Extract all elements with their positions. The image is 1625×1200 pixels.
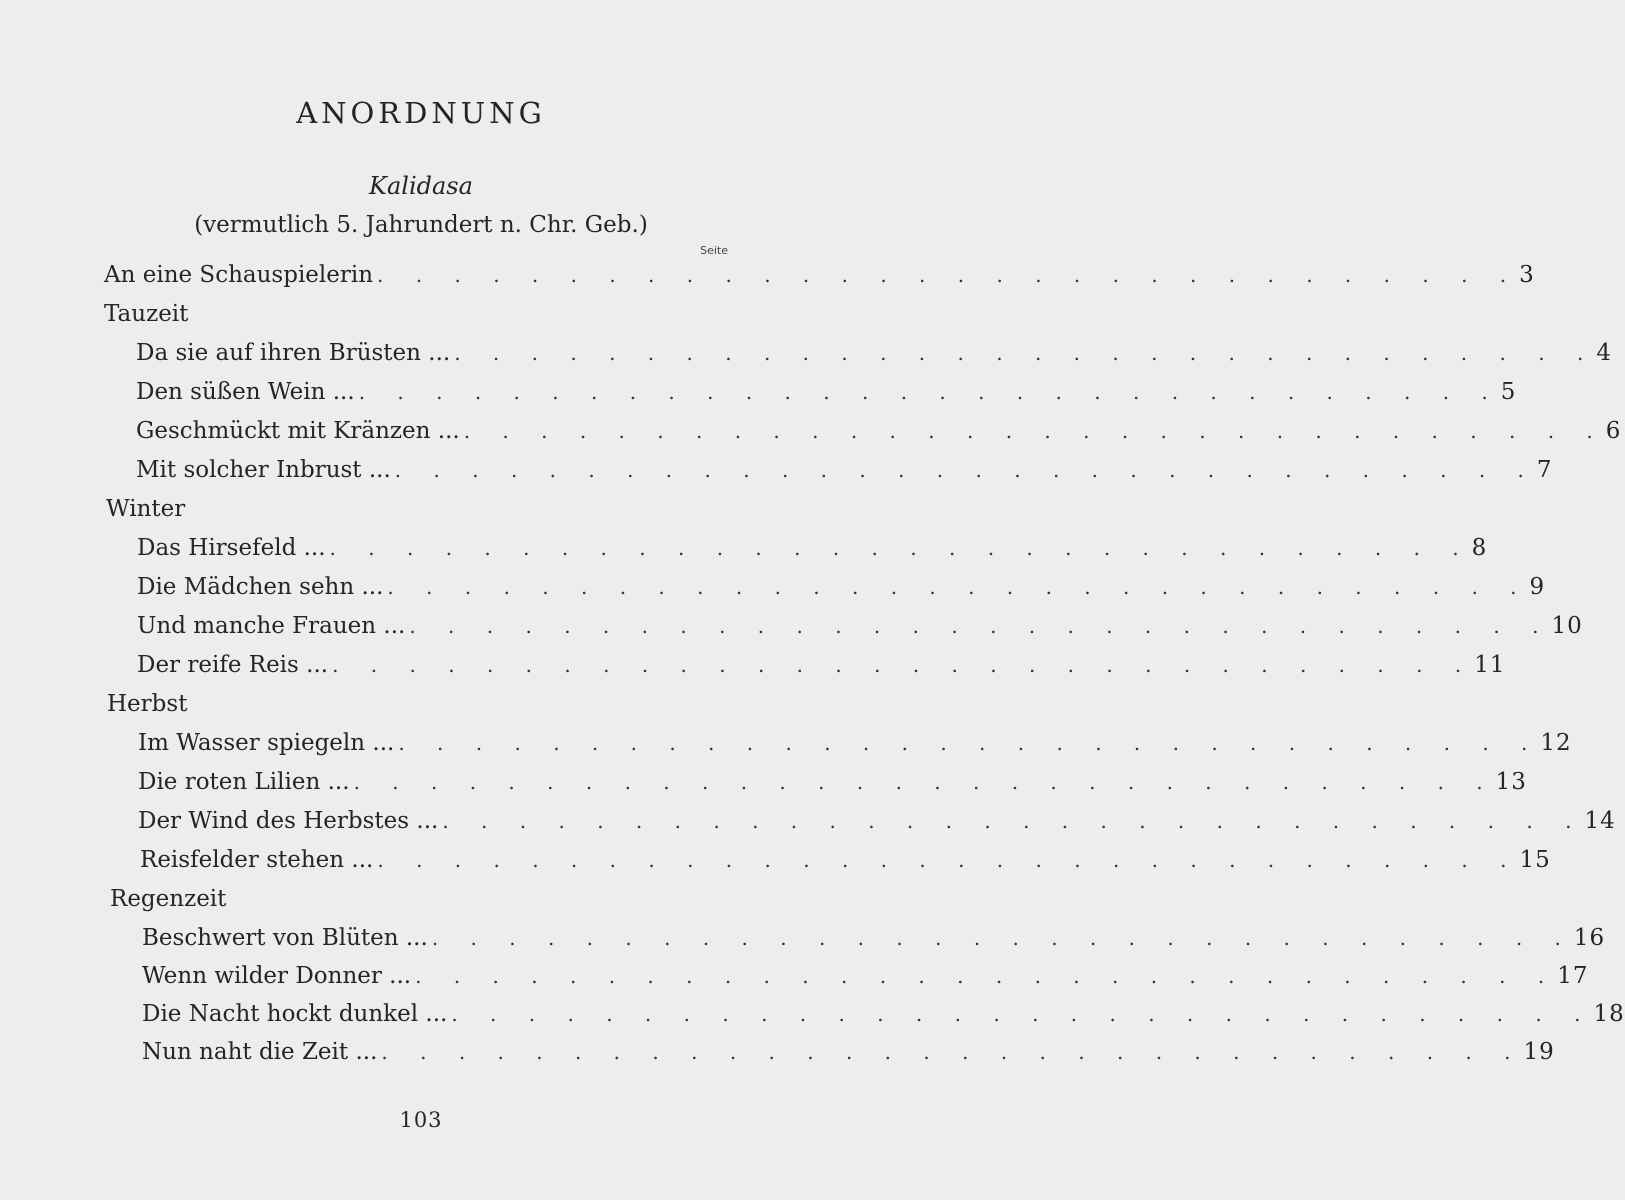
toc-leader-dots: . . . . . . . . . . . . . . . . . . . . . . . . . . . . . . [381, 1040, 1524, 1064]
toc-entry-title: Den süßen Wein ... [136, 379, 355, 405]
toc-leader-dots: . . . . . . . . . . . . . . . . . . . . . . . . . . . . . . [329, 536, 1472, 560]
toc-section-heading: Regenzeit [110, 886, 227, 912]
toc-leader-dots: . . . . . . . . . . . . . . . . . . . . . . . . . . . . . . [442, 809, 1585, 833]
toc-entry-title: Mit solcher Inbrust ... [136, 457, 391, 483]
toc-entry-page: 3 [1519, 262, 1535, 288]
toc-entry-page: 14 [1584, 808, 1616, 834]
toc-entry [136, 373, 1517, 411]
toc-leader-dots: . . . . . . . . . . . . . . . . . . . . . . . . . . . . . . [394, 458, 1537, 482]
toc-leader-dots: . . . . . . . . . . . . . . . . . . . . . . . . . . . . . . [431, 926, 1574, 950]
toc-entry-title: Geschmückt mit Kränzen ... [136, 418, 460, 444]
toc-section-heading: Winter [106, 496, 186, 522]
toc-entry-title: An eine Schauspielerin [104, 262, 374, 288]
toc-entry-page: 11 [1474, 652, 1506, 678]
toc-entry-page: 8 [1471, 535, 1488, 561]
page-title: ANORDNUNG [296, 96, 546, 130]
toc-leader-dots: . . . . . . . . . . . . . . . . . . . . . . . . . . . . . . [451, 1002, 1594, 1026]
toc-entry-page: 7 [1536, 457, 1553, 483]
toc-entry-title: Da sie auf ihren Brüsten ... [136, 340, 451, 366]
toc-leader-dots: . . . . . . . . . . . . . . . . . . . . . . . . . . . . . . [377, 263, 1520, 287]
toc-entry [137, 529, 1488, 567]
toc-entry-page: 5 [1500, 379, 1517, 405]
toc-entry [142, 1033, 1555, 1071]
toc-leader-dots: . . . . . . . . . . . . . . . . . . . . . . . . . . . . . . [358, 380, 1501, 404]
toc-entry-title: Nun naht die Zeit ... [142, 1039, 378, 1065]
toc-entry-title: Der reife Reis ... [137, 652, 329, 678]
toc-leader-dots: . . . . . . . . . . . . . . . . . . . . . . . . . . . . . . [463, 419, 1606, 443]
toc-leader-dots: . . . . . . . . . . . . . . . . . . . . . . . . . . . . . . [398, 731, 1541, 755]
toc-entry-page: 6 [1605, 418, 1622, 444]
toc-entry-title: Der Wind des Herbstes ... [138, 808, 439, 834]
toc-entry [137, 607, 1583, 645]
toc-entry [136, 451, 1553, 489]
author-dates: (vermutlich 5. Jahrundert n. Chr. Geb.) [194, 212, 648, 238]
toc-leader-dots: . . . . . . . . . . . . . . . . . . . . . . . . . . . . . . [387, 575, 1530, 599]
toc-entry-title: Und manche Frauen ... [137, 613, 406, 639]
toc-entry [138, 724, 1572, 762]
toc-entry [138, 763, 1527, 801]
toc-entry-title: Die roten Lilien ... [138, 769, 350, 795]
toc-entry [137, 568, 1546, 606]
toc-entry [138, 802, 1616, 840]
toc-section-heading: Tauzeit [104, 301, 189, 327]
toc-entry-page: 16 [1573, 925, 1606, 951]
toc-entry [140, 841, 1551, 879]
toc-entry [142, 957, 1589, 995]
toc-leader-dots: . . . . . . . . . . . . . . . . . . . . . . . . . . . . . . [409, 614, 1552, 638]
toc-entry [136, 412, 1622, 450]
toc-entry-page: 10 [1551, 613, 1583, 639]
toc-entry [142, 919, 1606, 957]
toc-leader-dots: . . . . . . . . . . . . . . . . . . . . . . . . . . . . . . [454, 341, 1597, 365]
toc-entry [137, 646, 1506, 684]
toc-entry-page: 13 [1495, 769, 1527, 795]
toc-entry-page: 15 [1519, 847, 1551, 873]
toc-leader-dots: . . . . . . . . . . . . . . . . . . . . . . . . . . . . . . [377, 848, 1520, 872]
toc-entry-page: 4 [1596, 340, 1612, 366]
toc-entry-title: Das Hirsefeld ... [137, 535, 326, 561]
toc-entry-page: 18 [1593, 1001, 1625, 1027]
toc-leader-dots: . . . . . . . . . . . . . . . . . . . . . . . . . . . . . . [332, 653, 1475, 677]
toc-entry [142, 995, 1625, 1033]
toc-entry-page: 12 [1540, 730, 1572, 756]
toc-entry [136, 334, 1612, 372]
toc-entry-page: 9 [1529, 574, 1546, 600]
toc-entry-page: 17 [1557, 963, 1589, 989]
toc-entry-title: Wenn wilder Donner ... [142, 963, 412, 989]
toc-entry-title: Im Wasser spiegeln ... [138, 730, 395, 756]
toc-leader-dots: . . . . . . . . . . . . . . . . . . . . . . . . . . . . . . [353, 770, 1496, 794]
page-column-label: Seite [700, 244, 728, 257]
toc-entry-title: Die Nacht hockt dunkel ... [142, 1001, 448, 1027]
toc-entry-title: Die Mädchen sehn ... [137, 574, 384, 600]
toc-entry-title: Reisfelder stehen ... [140, 847, 374, 873]
toc-entry [104, 256, 1535, 294]
toc-entry-title: Beschwert von Blüten ... [142, 925, 428, 951]
toc-section-heading: Herbst [107, 691, 188, 717]
toc-entry-page: 19 [1523, 1039, 1555, 1065]
page-number: 103 [399, 1108, 443, 1132]
author-name: Kalidasa [369, 172, 473, 200]
toc-leader-dots: . . . . . . . . . . . . . . . . . . . . . . . . . . . . . . [415, 964, 1558, 988]
